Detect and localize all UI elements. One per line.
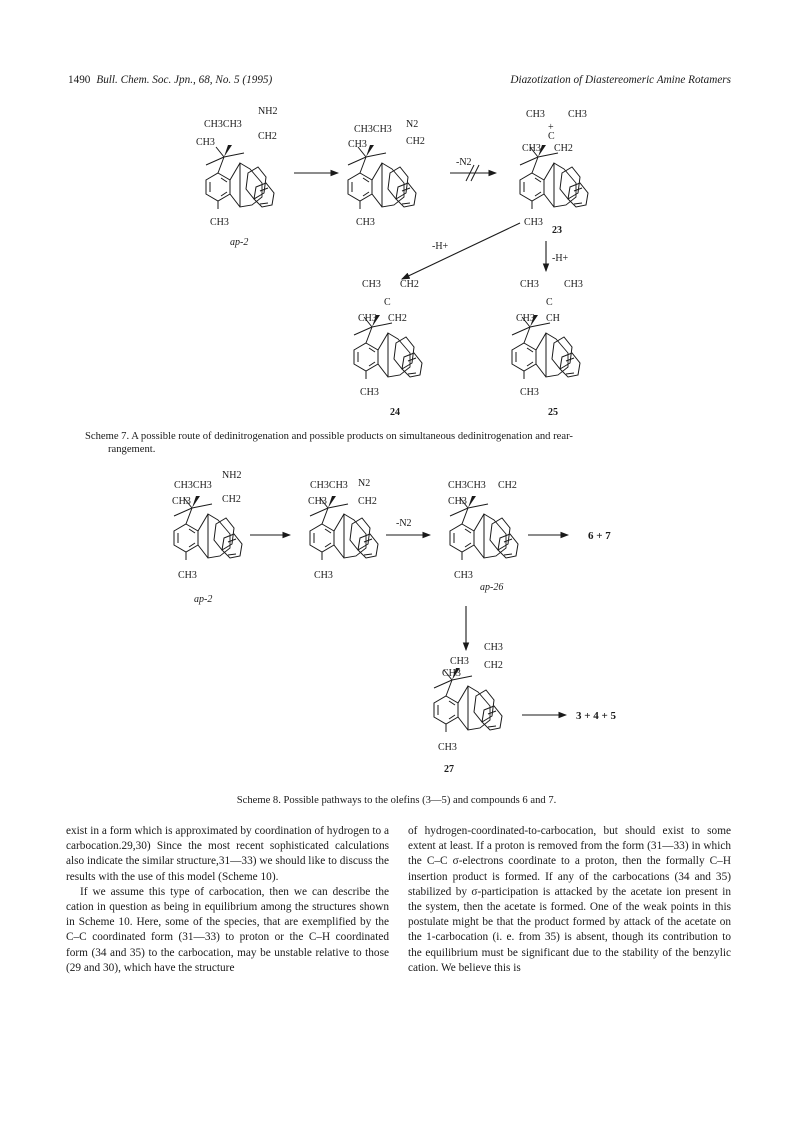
scheme7-23-ch3-a: CH3 [526,109,545,120]
scheme7-label-23: 23 [552,225,562,236]
scheme8-dz-ch2: CH2 [358,496,377,507]
scheme7-molecule-24 [354,279,422,418]
body-right-column [408,824,731,976]
scheme7-23-plus: + [548,122,554,133]
scheme7-24-ch3-ring: CH3 [358,313,377,324]
scheme8-ap2-ch3ch3: CH3CH3 [174,480,212,491]
scheme8-dz-n2: N2 [358,478,371,489]
body-left-paragraph-2: If we assume this type of carbocation, then we can describe the cation in question as being in equilibrium among the structures shown in Scheme 10. Here, some of the species, that are exemplified by the C–C coordinated form (31—33) to proton or the C–H coordinated form (34 and 35) to the carbocation, may be unstable relative to those (29 and 30), which have the structure [66,885,389,974]
scheme-8-caption: Scheme 8. Possible pathways to the olefins (3—5) and compounds 6 and 7. [236,795,557,806]
scheme7-minus-h-left: -H+ [432,241,449,252]
scheme7-24-ch2: CH2 [388,313,407,324]
scheme8-product-3-4-5: 3 + 4 + 5 [576,710,617,722]
scheme7-25-ch: CH [546,313,560,324]
scheme8-ap26-ch3-ring: CH3 [448,496,467,507]
scheme8-27-ch3-bottom: CH3 [438,742,457,753]
scheme-7-caption-text: A possible route of dedinitrogenation and possible products on simultaneous dedinitrogenation and rear- [131,431,573,442]
scheme7-dz-n2: N2 [406,119,419,130]
scheme7-minus-n2: -N2 [456,157,472,168]
scheme8-ap26-label: ap-26 [480,582,504,593]
scheme8-ap2-ch3-ring: CH3 [172,496,191,507]
scheme7-ap2-ch3-ring: CH3 [196,137,215,148]
scheme8-ap26-ch3ch3: CH3CH3 [448,480,486,491]
scheme7-ap2-nh2: NH2 [258,106,278,117]
scheme7-dz-ch3-bottom: CH3 [356,217,375,228]
scheme8-molecule-27 [434,642,503,775]
body-left-column [66,824,389,976]
scheme-8-figure [0,462,793,792]
scheme7-25-ch3-ring: CH3 [516,313,535,324]
scheme8-27-ch3-ring: CH3 [442,668,461,679]
scheme8-label-27: 27 [444,764,454,775]
page-number: 1490 [68,74,91,86]
scheme7-23-ch3-ring: CH3 [522,143,541,154]
scheme7-ap2-ch3ch3: CH3CH3 [204,119,242,130]
body-right-paragraph-1: of hydrogen-coordinated-to-carbocation, but should exist to some extent at least. If a proton is removed from the form (31—33) in which the C–C σ-electrons coordinate to a proton, then the formally C–H insertion product is formed. If any of the carbocations (34 and 35) stabilized by σ-participation is attacked by the acetate ion present in the system, then the acetate is formed. One of the weak points in this postulate might be that the product formed by attack of the acetate on the 1-carbocation (i. e. from 35) is absent, though its contribution to the equilibrium must be significant due to the stability of the benzylic cation. We believe this is [408,825,731,974]
scheme8-dz-ch3-bottom: CH3 [314,570,333,581]
scheme7-23-c: C [548,131,555,142]
running-header-left [68,74,272,86]
scheme7-24-ch3-bottom: CH3 [360,387,379,398]
scheme7-ap2-ch3-bottom: CH3 [210,217,229,228]
scheme7-25-ch3-bottom: CH3 [520,387,539,398]
scheme-7-figure [0,95,793,425]
scheme7-molecule-23 [520,109,588,236]
scheme7-25-c: C [546,297,553,308]
scheme7-molecule-diazonium [348,119,425,228]
scheme7-dz-ch3ch3: CH3CH3 [354,124,392,135]
scheme7-minus-h-right: -H+ [552,253,569,264]
scheme8-ap26-ch3-bottom: CH3 [454,570,473,581]
scheme8-minus-n2: -N2 [396,518,412,529]
scheme8-ap2-ch3-bottom: CH3 [178,570,197,581]
scheme7-25-ch3-b: CH3 [564,279,583,290]
scheme8-ap2-nh2: NH2 [222,470,242,481]
scheme7-24-c: C [384,297,391,308]
scheme7-label-24: 24 [390,407,400,418]
scheme8-molecule-ap26 [448,480,518,593]
scheme7-24-ch3: CH3 [362,279,381,290]
scheme7-23-ch3-b: CH3 [568,109,587,120]
scheme7-25-ch3-a: CH3 [520,279,539,290]
scheme8-product-6-7: 6 + 7 [588,530,611,542]
scheme8-27-ch3: CH3 [450,656,469,667]
scheme-7-caption-cont: rangement. [108,444,156,455]
scheme8-ap2-ch2: CH2 [222,494,241,505]
scheme-7-caption [85,430,725,456]
scheme8-molecule-ap2 [172,470,242,605]
scheme8-27-ch2: CH2 [484,660,503,671]
scheme7-dz-ch2: CH2 [406,136,425,147]
scheme7-dz-ch3-ring: CH3 [348,139,367,150]
scheme8-molecule-diazonium [308,478,378,581]
scheme8-ap26-ch2: CH2 [498,480,517,491]
body-left-paragraph-1: exist in a form which is approximated by coordination of hydrogen to a carbocation.29,30) Since the most recent sophisticated calculations also indicate the similar structure,31—33) we should like to discuss the results with the use of this model (Scheme 10). [66,825,389,883]
scheme8-dz-ch3ch3: CH3CH3 [310,480,348,491]
scheme7-molecule-25 [512,279,583,418]
scheme7-ap2-ch2: CH2 [258,131,277,142]
scheme8-27-ch3-top: CH3 [484,642,503,653]
journal-citation: Bull. Chem. Soc. Jpn., 68, No. 5 (1995) [96,74,273,86]
scheme7-23-ch3-bottom: CH3 [524,217,543,228]
scheme7-ap2-label: ap-2 [230,237,249,248]
scheme7-label-25: 25 [548,407,558,418]
scheme8-ap2-label: ap-2 [194,594,213,605]
scheme7-23-ch2: CH2 [554,143,573,154]
scheme7-24-ch2-top: CH2 [400,279,419,290]
running-title: Diazotization of Diastereomeric Amine Rotamers [510,74,731,86]
scheme-7-caption-label: Scheme 7. [85,431,130,442]
scheme8-dz-ch3-ring: CH3 [308,496,327,507]
scheme7-molecule-ap2 [196,106,277,248]
